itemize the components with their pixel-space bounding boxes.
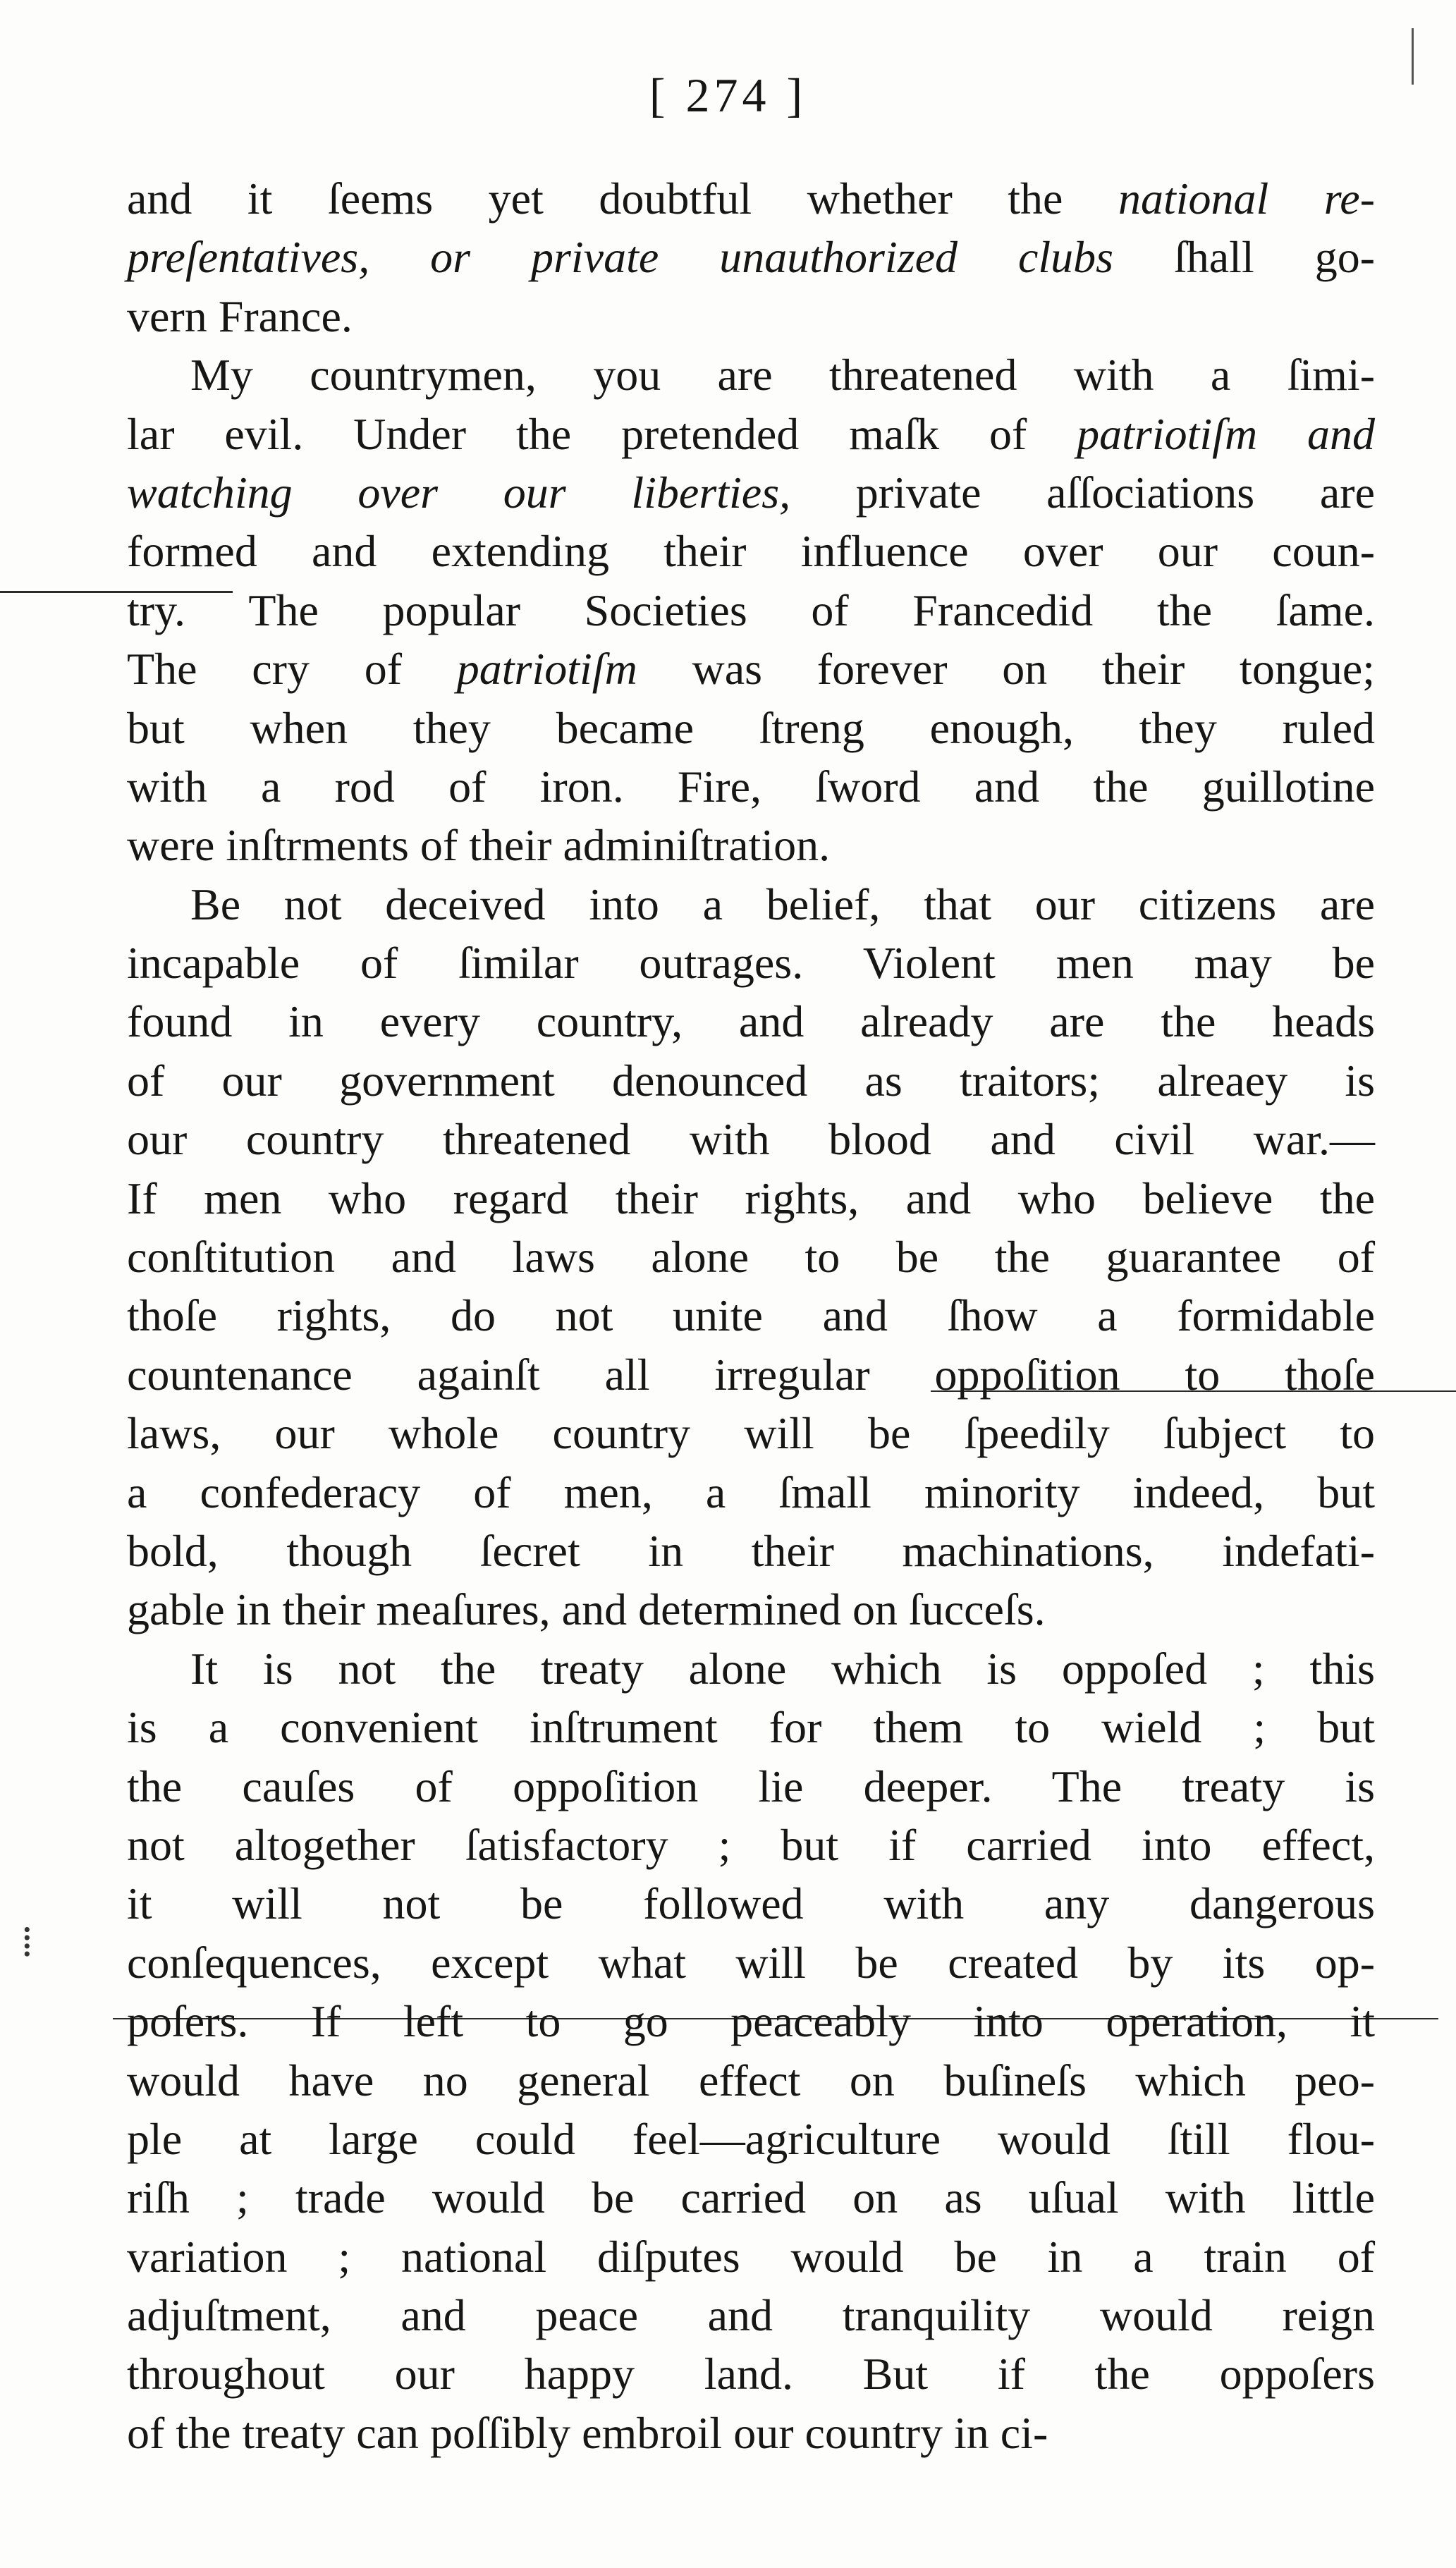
text-line <box>127 169 1375 228</box>
text-line <box>127 875 1375 934</box>
text-run: of the treaty can poſſibly embroil our country in ci- <box>127 2407 1048 2458</box>
text-run: conſequences, except what will be created by its op- <box>127 1937 1375 1988</box>
text-line <box>127 405 1375 463</box>
text-line <box>127 934 1375 992</box>
paragraph <box>127 1639 1375 2462</box>
text-run: conſtitution and laws alone to be the guarantee of <box>127 1232 1375 1283</box>
text-run: poſers. If left to go peaceably into operation, it <box>127 1996 1375 2047</box>
text-line <box>127 1051 1375 1110</box>
italic-run: watching over our liberties, <box>127 467 791 518</box>
italic-run: national re- <box>1118 173 1376 224</box>
text-run: with a rod of iron. Fire, ſword and the guillotine <box>127 761 1375 812</box>
text-run: The cry of <box>127 644 457 695</box>
text-run: of our government denounced as traitors; alreaey is <box>127 1055 1375 1106</box>
text-line <box>127 1522 1375 1580</box>
text-line <box>127 2286 1375 2344</box>
text-run: throughout our happy land. But if the oppoſers <box>127 2349 1375 2399</box>
text-run: variation ; national diſputes would be in a train of <box>127 2231 1375 2282</box>
paragraph <box>127 875 1375 1639</box>
italic-run: preſentatives, <box>127 232 370 283</box>
text-line <box>127 463 1375 522</box>
text-line <box>127 522 1375 580</box>
text-run: formed and extending their influence over our coun- <box>127 526 1375 577</box>
text-run: a confederacy of men, a ſmall minority indeed, but <box>127 1467 1375 1517</box>
text-line <box>127 1286 1375 1345</box>
text-run: riſh ; trade would be carried on as uſual with little <box>127 2172 1375 2223</box>
text-run: It is not the treaty alone which is oppoſed ; this <box>190 1643 1375 1694</box>
text-run: thoſe rights, do not unite and ſhow a formidable <box>127 1290 1375 1341</box>
text-line <box>127 699 1375 757</box>
text-line <box>127 1463 1375 1522</box>
text-line <box>127 1992 1375 2050</box>
text-run: is a convenient inſtrument for them to wield ; but <box>127 1702 1375 1753</box>
text-run: bold, though ſecret in their machinations, indefati- <box>127 1525 1375 1576</box>
text-run: was forever on their tongue; <box>637 644 1376 695</box>
text-line <box>127 2404 1375 2462</box>
text-run: incapable of ſimilar outrages. Violent men may be <box>127 938 1375 989</box>
text-line <box>127 1933 1375 1992</box>
text-run: ſhall go- <box>1113 232 1376 283</box>
text-line <box>127 1580 1375 1639</box>
text-run: lar evil. Under the pretended maſk of <box>127 408 1077 459</box>
text-line <box>127 1639 1375 1698</box>
text-run: laws, our whole country will be ſpeedily ſubject to <box>127 1408 1375 1459</box>
italic-run: patriotiſm and <box>1077 408 1376 459</box>
text-line <box>127 2227 1375 2286</box>
text-line <box>127 346 1375 404</box>
text-run: countenance againſt all irregular oppoſition to thoſe <box>127 1349 1375 1400</box>
text-line <box>127 2344 1375 2403</box>
text-run: If men who regard their rights, and who believe the <box>127 1173 1375 1223</box>
text-line <box>127 1228 1375 1286</box>
text-run <box>369 232 430 282</box>
text-line <box>127 1169 1375 1228</box>
text-line <box>127 992 1375 1051</box>
text-run: it will not be followed with any dangerous <box>127 1878 1375 1929</box>
text-run: not altogether ſatisfactory ; but if carried into effect, <box>127 1819 1375 1870</box>
text-run: the cauſes of oppoſition lie deeper. The treaty is <box>127 1761 1375 1811</box>
italic-run: patriotiſm <box>456 644 637 695</box>
text-line <box>127 1345 1375 1404</box>
text-line <box>127 581 1375 640</box>
text-line <box>127 228 1375 286</box>
text-line <box>127 640 1375 698</box>
text-line <box>127 2051 1375 2110</box>
text-run: ple at large could feel—agriculture would ſtill flou- <box>127 2113 1375 2164</box>
text-line <box>127 757 1375 816</box>
text-line <box>127 1816 1375 1874</box>
text-run: try. The popular Societies of Francedid the ſame. <box>127 585 1375 635</box>
text-line <box>127 2110 1375 2168</box>
body-text <box>127 169 1375 2462</box>
text-line <box>127 1404 1375 1462</box>
text-line <box>127 287 1375 346</box>
text-run: found in every country, and already are the heads <box>127 996 1375 1047</box>
paragraph <box>127 346 1375 875</box>
page-number: [ 274 ] <box>649 68 807 122</box>
text-run: our country threatened with blood and civil war.— <box>127 1114 1375 1165</box>
text-run: My countrymen, you are threatened with a ſimi- <box>190 350 1375 401</box>
paragraph <box>127 169 1375 346</box>
text-run: gable in their meaſures, and determined on ſucceſs. <box>127 1584 1046 1635</box>
text-line <box>127 1757 1375 1816</box>
text-run: were inſtrments of their adminiſtration. <box>127 820 831 871</box>
italic-run: or private unauthorized clubs <box>430 232 1114 283</box>
text-run: private aſſociations are <box>790 467 1375 518</box>
text-line <box>127 2168 1375 2227</box>
text-line <box>127 1698 1375 1756</box>
text-run: Be not deceived into a belief, that our citizens are <box>190 879 1375 929</box>
margin-mark: ⁞ <box>21 1919 33 1965</box>
text-run: and it ſeems yet doubtful whether the <box>127 173 1118 224</box>
text-run: adjuſtment, and peace and tranquility would reign <box>127 2290 1375 2341</box>
text-run: but when they became ſtreng enough, they ruled <box>127 702 1375 753</box>
text-run: would have no general effect on buſineſs which peo- <box>127 2055 1375 2105</box>
text-line <box>127 1874 1375 1933</box>
text-line <box>127 1110 1375 1168</box>
text-line <box>127 816 1375 874</box>
text-run: vern France. <box>127 291 353 341</box>
